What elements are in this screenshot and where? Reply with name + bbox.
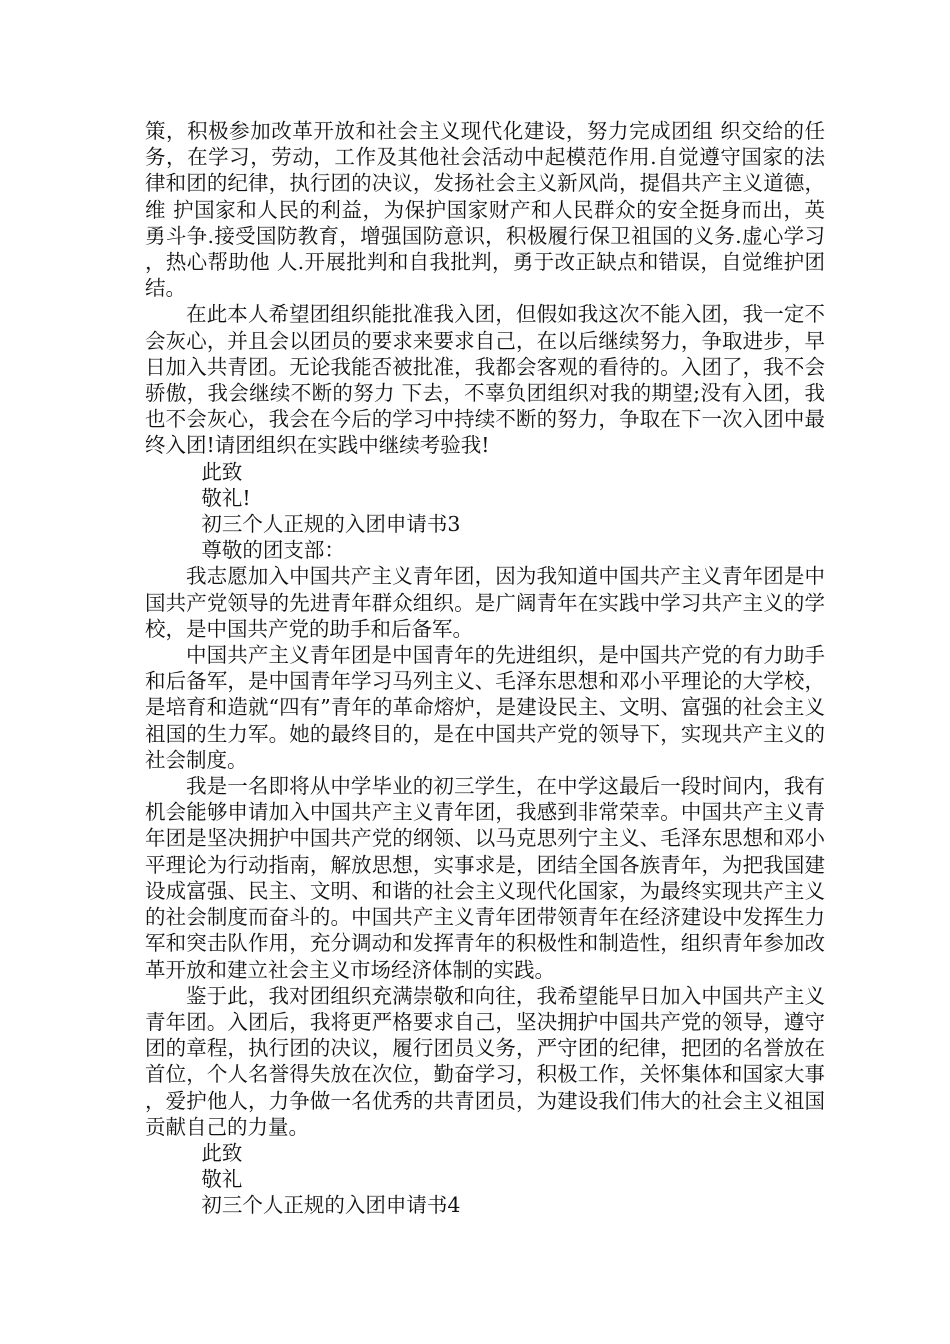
closing-regards: 敬礼! — [201, 485, 251, 510]
greeting-branch: 尊敬的团支部： — [201, 538, 345, 563]
paragraph-league-description: 中国共产主义青年团是中国青年的先进组织，是中国共产党的有力助手和后备军，是中国青年学习马列主义、毛泽东思想和邓小平理论的大学校，是培育和造就“四有”青年的革命熔炉，是建设民主、文明、富强的社会主义祖国的生力军。她的最终目的，是在中国共产党的领导下，实现共产主义的社会制度。 — [145, 643, 825, 772]
closing-salutation-2: 此致 — [201, 1140, 243, 1165]
section-heading-4: 初三个人正规的入团申请书4 — [201, 1193, 461, 1218]
document-page — [145, 118, 825, 1219]
paragraph-volunteer: 我志愿加入中国共产主义青年团，因为我知道中国共产主义青年团是中国共产党领导的先进青年群众组织。是广阔青年在实践中学习共产主义的学校，是中国共产党的助手和后备军。 — [145, 564, 825, 641]
closing-regards-2: 敬礼 — [201, 1167, 243, 1192]
paragraph-party-duties: 策，积极参加改革开放和社会主义现代化建设，努力完成团组 织交给的任务，在学习，劳动，工作及其他社会活动中起模范作用.自觉遵守国家的法律和团的纪律，执行团的决议，发扬社会主义新风尚，提倡共产主义道德，维 护国家和人民的利益，为保护国家财产和人民群众的安全挺身而出，英勇斗争.接受国防教育，增强国防意识，积极履行保卫祖国的义务.虚心学习，热心帮助他 人.开展批判和自我批判，勇于改正缺点和错误，自觉维护团结。 — [145, 119, 825, 301]
section-heading-3: 初三个人正规的入团申请书3 — [201, 512, 461, 537]
paragraph-commitment: 鉴于此，我对团组织充满崇敬和向往，我希望能早日加入中国共产主义青年团。入团后，我将更严格要求自己，坚决拥护中国共产党的领导，遵守团的章程，执行团的决议，履行团员义务，严守团的纪律，把团的名誉放在首位，个人名誉得失放在次位，勤奋学习，积极工作，关怀集体和国家大事，爱护他人，力争做一名优秀的共青团员，为建设我们伟大的社会主义祖国贡献自己的力量。 — [145, 983, 825, 1139]
paragraph-hope-approval: 在此本人希望团组织能批准我入团，但假如我这次不能入团，我一定不会灰心，并且会以团员的要求来要求自己，在以后继续努力，争取进步，早日加入共青团。无论我能否被批准，我都会客观的看待的。入团了，我不会骄傲，我会继续不断的努力 下去，不辜负团组织对我的期望;没有入团，我也不会灰心，我会在今后的学习中持续不断的努力，争取在下一次入团中最终入团!请团组织在实践中继续考验我! — [145, 302, 825, 458]
paragraph-student-intro: 我是一名即将从中学毕业的初三学生，在中学这最后一段时间内，我有机会能够申请加入中国共产主义青年团，我感到非常荣幸。中国共产主义青年团是坚决拥护中国共产党的纲领、以马克思列宁主义、毛泽东思想和邓小平理论为行动指南，解放思想，实事求是，团结全国各族青年，为把我国建设成富强、民主、文明、和谐的社会主义现代化国家，为最终实现共产主义的社会制度而奋斗的。中国共产主义青年团带领青年在经济建设中发挥生力军和突击队作用，充分调动和发挥青年的积极性和制造性，组织青年参加改革开放和建立社会主义市场经济体制的实践。 — [145, 774, 825, 982]
closing-salutation: 此致 — [201, 459, 243, 484]
